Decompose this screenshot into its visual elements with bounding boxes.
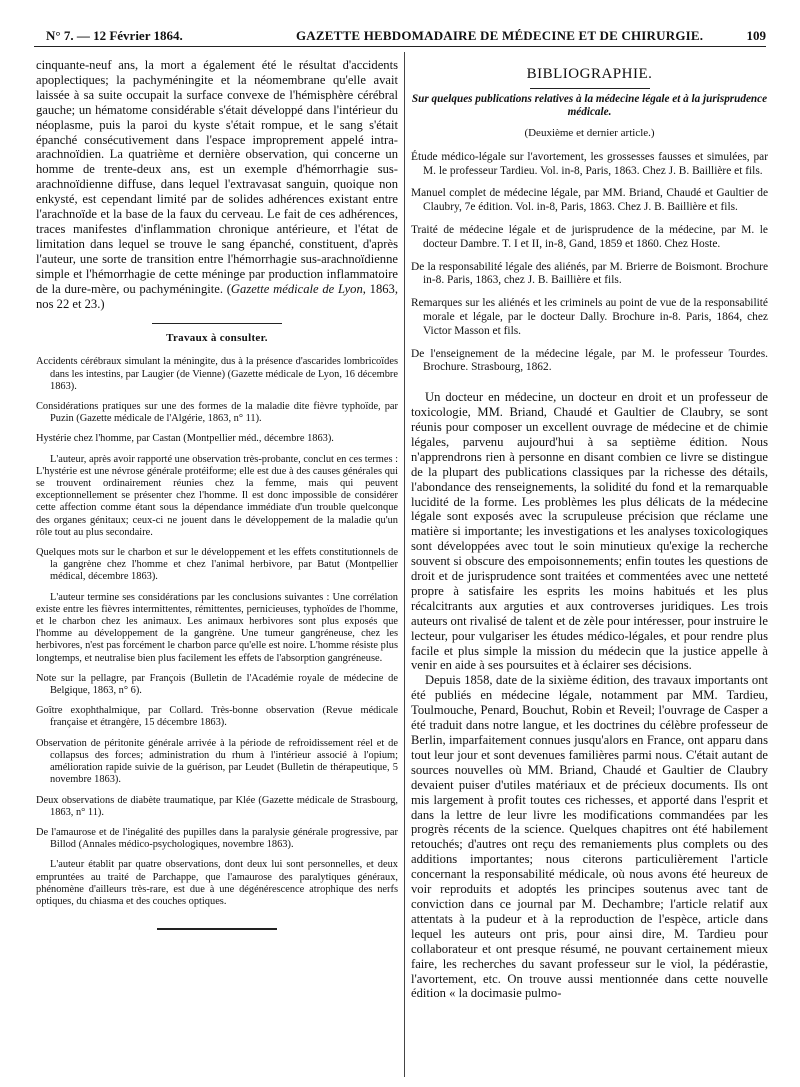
- end-rule: [157, 928, 277, 930]
- review-paragraph: Depuis 1858, date de la sixième édition, des travaux importants ont été publiés en médecine légale, notamment par MM. Tardieu, Toulmouche, Penard, Bouchut, Robin et Reveil; l'ouvrage de Casper a été traduit dans notre langue, et les doctrines du célèbre professeur de Berlin, imparfaitement connues jusqu'alors en France, ont apparu dans tout leur jour et sont devenues familières parmi nous. C'était autant de sources nouvelles où MM. Briand, Chaudé et Gaultier de Claubry devaient puiser d'utiles matériaux et de précieux documents. Ils ont mis largement à profit toutes ces richesses, et apporté dans l'esprit et dans la lettre de leur livre les modifications commandées par les progrès récents de la science. Quelques chapitres ont été habilement retouchés; d'autres ont reçu des remaniements plus complets ou des additions importantes; nous citerons particulièrement l'article concernant la responsabilité médicale, où nous avons été heureux de voir reproduits et adoptés les principes soutenus avec tant de conviction dans ce journal par M. Dechambre; l'article relatif aux attentats à la pudeur et à la reproduction de l'espèce, article dans lequel les auteurs ont pris, pour ainsi dire, M. Tardieu pour collaborateur et ont presque résumé, ne pouvant certainement mieux faire, les recherches du savant professeur sur le viol, la pédérastie, l'avortement, etc. On trouve aussi mentionnée dans cette nouvelle édition « la docimasie pulmo-: [411, 673, 768, 1001]
- abstract-paragraph: L'auteur termine ses considérations par les conclusions suivantes : Une corrélation existe entre les fièvres intermittentes, rémittentes, pernicieuses, typhoïdes de l'homme, et le charbon chez les animaux. Les animaux herbivores sont plus exposés que l'homme au développement de la gangrène. Une tumeur gangréneuse, chez les herbivores, n'est pas forcément le charbon parce qu'elle est noire. L'homme résiste plus longtemps, et neutralise bien plus facilement les effets de l'absorption gangréneuse.: [36, 591, 398, 664]
- page-number: 109: [746, 28, 766, 43]
- page-header: [34, 24, 766, 47]
- reference-item: Goître exophthalmique, par Collard. Très-bonne observation (Revue médicale française et étrangère, 15 décembre 1863).: [36, 705, 398, 729]
- bibliography-entry: De l'enseignement de la médecine légale, par M. le professeur Tourdes. Brochure. Strasbourg, 1862.: [411, 347, 768, 374]
- abstract-paragraph: L'auteur, après avoir rapporté une observation très-probante, conclut en ces termes : L'hystérie est une névrose générale protéiforme; elle est due à des causes générales qui se trouvent ordinairement réunies chez la femme, mais qui peuvent exceptionnellement se présenter chez l'homme. Il est donc impossible de considérer cette affection comme étant sous la dépendance immédiate d'un trouble quelconque des organes génitaux; ceux-ci ne jouent dans le développement de la maladie qu'un rôle tout au plus secondaire.: [36, 453, 398, 538]
- reference-item: Quelques mots sur le charbon et sur le développement et les effets constitutionnels de la gangrène chez l'homme et chez l'animal herbivore, par Batut (Montpellier médical, décembre 1863).: [36, 547, 398, 583]
- intro-paragraph: cinquante-neuf ans, la mort a également été le résultat d'accidents apoplectiques; la pachyméningite et la néomembrane qu'elle avait laissée à sa suite occupait la surface convexe de l'hémisphère cérébral gauche; un hématome considérable s'était développé dans l'intérieur du néoplasme, puis la paroi du kyste s'était rompue, et le sang s'était épanché consécutivement dans l'espace improprement appelé intra-arachnoïdien. La quatrième et dernière observation, qui concerne un homme de trente-deux ans, est un exemple d'hémorrhagie sus-arachnoïdienne diffuse, dans lequel l'extravasat sanguin, quoique non enkysté, est cependant limité par de solides adhérences existant entre l'arachnoïde et la base de la faux du cerveau. Le fait de ces adhérences, traces manifestes d'inflammation chronique antérieure, et l'état de limitation dans lequel se trouve le sang épanché, constituent, d'après l'auteur, une sorte de transition entre l'hémorrhagie sus-arachnoïdienne simple et l'hémorrhagie de cette méninge par production inflammatoire de la dure-mère, ou pachyméningite. (Gazette médicale de Lyon, 1863, nos 22 et 23.): [36, 58, 398, 311]
- reference-item: Deux observations de diabète traumatique, par Klée (Gazette médicale de Strasbourg, 1863, n° 11).: [36, 794, 398, 818]
- reference-item: Note sur la pellagre, par François (Bulletin de l'Académie royale de médecine de Belgique, 1863, n° 6).: [36, 672, 398, 697]
- reference-item: Accidents cérébraux simulant la méningite, dus à la présence d'ascarides lombricoïdes dans les intestins, par Laugier (de Vienne) (Gazette médicale de Lyon, 16 décembre 1863).: [36, 356, 398, 392]
- left-column: [36, 58, 398, 1080]
- reference-item: Observation de péritonite générale arrivée à la période de refroidissement réel et de collapsus des forces; administration du rhum à l'intérieur associé à l'opium; amélioration rapide suivie de la guérison, par Leudet (Bulletin de thérapeutique, 5 novembre 1863).: [36, 737, 398, 786]
- review-paragraph: Un docteur en médecine, un docteur en droit et un professeur de toxicologie, MM. Briand, Chaudé et Gaultier de Claubry, se sont réunis pour composer un excellent ouvrage de médecine et de chimie légales, parvenu aujourd'hui à sa septième édition. Nous n'apprendrons rien à personne en disant combien ce livre se distingue de la plupart des publications classiques par la richesse des détails, l'abondance des renseignements, la solidité du fond et la remarquable lucidité de la forme. Les problèmes les plus délicats de la médecine légale sont exposés avec la scrupuleuse précision que réclame une matière si importante; les investigations et les analyses toxicologiques sont développées avec tout le soin minutieux qu'exige la recherche souvent si obscure des empoisonnements; enfin toutes les questions de droit et de jurisprudence sont traitées et commentées avec une netteté propre à satisfaire les esprits les moins habitués et les plus récalcitrants aux arguties et aux controverses juridiques. Les trois auteurs ont rivalisé de talent et de zèle pour intéresser, pour instruire le lecteur, pour vulgariser les études médico-légales, et pour rendre plus facile et plus simple la mission du médecin que la justice appelle à venir en aide à ses poursuites et à éclairer ses décisions.: [411, 390, 768, 673]
- bibliography-entry: Étude médico-légale sur l'avortement, les grossesses fausses et simulées, par M. le professeur Tardieu. Vol. in-8, Paris, 1863. Chez J. B. Baillière et fils.: [411, 150, 768, 177]
- section-title: Travaux à consulter.: [166, 332, 268, 345]
- right-column: [411, 58, 768, 1080]
- reference-item: De l'amaurose et de l'inégalité des pupilles dans la paralysie générale progressive, par Billod (Annales médico-psychologiques, novembre 1863).: [36, 826, 398, 851]
- bibliography-entry: Remarques sur les aliénés et les criminels au point de vue de la responsabilité morale et légale, par le docteur Dally. Brochure in-8. Paris, 1864, chez Victor Masson et fils.: [411, 297, 768, 337]
- bibliography-title: BIBLIOGRAPHIE.: [526, 66, 653, 82]
- bibliography-entry: Manuel complet de médecine légale, par MM. Briand, Chaudé et Gaultier de Claubry, 7e édition. Vol. in-8, Paris, 1863. Chez J. B. Baillière et fils.: [411, 187, 768, 214]
- intro-source: Gazette médicale de Lyon: [230, 281, 363, 296]
- column-divider: [404, 52, 405, 1077]
- section-rule: [152, 323, 282, 324]
- reference-item: Hystérie chez l'homme, par Castan (Montpellier méd., décembre 1863).: [36, 433, 334, 445]
- article-note: (Deuxième et dernier article.): [524, 126, 655, 139]
- title-rule: [530, 88, 650, 89]
- issue-number: N° 7. — 12 Février 1864.: [46, 28, 183, 43]
- bibliography-entry: De la responsabilité légale des aliénés, par M. Brierre de Boismont. Brochure in-8. Paris, 1863, chez J. B. Baillière et fils.: [411, 260, 768, 287]
- reference-item: Considérations pratiques sur une des formes de la maladie dite fièvre typhoïde, par Puzin (Gazette médicale de l'Algérie, 1863, n° 11).: [36, 401, 398, 425]
- bibliography-subtitle: Sur quelques publications relatives à la médecine légale et à la jurisprudence médicale.: [411, 93, 768, 119]
- journal-title: GAZETTE HEBDOMADAIRE DE MÉDECINE ET DE CHIRURGIE.: [296, 28, 704, 43]
- bibliography-entry: Traité de médecine légale et de jurisprudence de la médecine, par M. le docteur Dambre. T. I et II, in-8, Gand, 1859 et 1860. Chez Hoste.: [411, 224, 768, 250]
- abstract-paragraph: L'auteur établit par quatre observations, dont deux lui sont personnelles, et deux empruntées au traité de Parchappe, que l'amaurose des paralytiques généraux, phénomène d'ailleurs très-rare, est due à une dégénérescence atrophique des nerfs optiques, du chiasma et des couches optiques.: [36, 859, 398, 907]
